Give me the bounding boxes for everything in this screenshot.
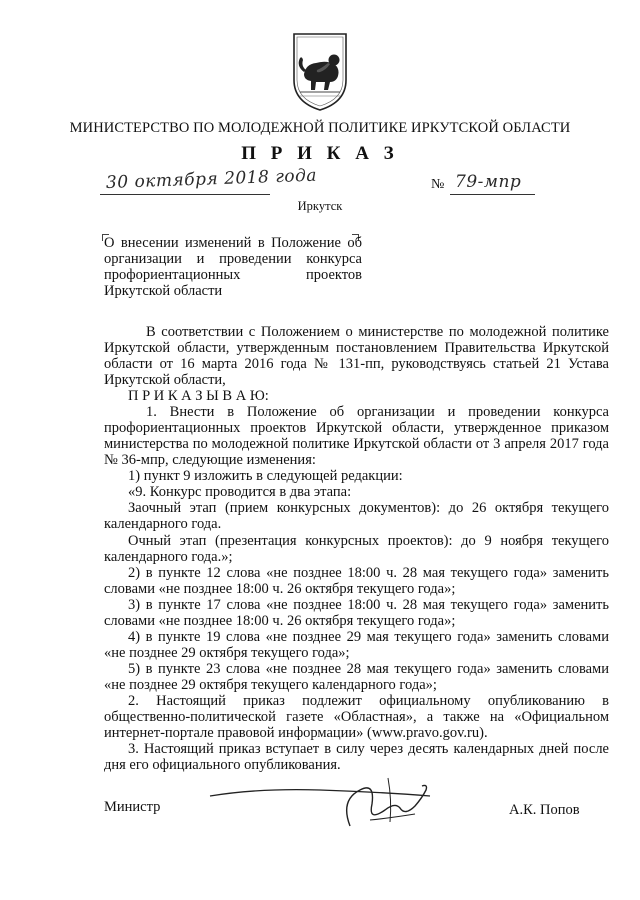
order-body	[104, 324, 609, 773]
order-date-handwritten: 30 октября 2018 года	[105, 165, 318, 193]
preamble-paragraph: В соответствии с Положением о министерстве по молодежной политике Иркутской области, утвержденным постановлением Правительства Иркутской области от 16 марта 2016 года № 131-пп, руководствуясь статьей 21 Устава Иркутской области,	[104, 324, 609, 388]
item-1-paragraph: 1. Внести в Положение об организации и проведении конкурса профориентационных проектов Иркутской области, утвержденное приказом министерства по молодежной политике Иркутской области от 3 апреля 2017 года № 36-мпр, следующие изменения:	[104, 404, 609, 468]
decree-word: П Р И К А З Ы В А Ю:	[128, 388, 269, 404]
document-type-title: П Р И К А З	[241, 143, 399, 164]
order-number-handwritten: 79-мпр	[455, 172, 522, 192]
subitem-1: 1) пункт 9 изложить в следующей редакции:	[128, 468, 403, 484]
date-underline	[100, 194, 270, 195]
stage-1-text: Заочный этап (прием конкурсных документов): до 26 октября текущего календарного года.	[104, 500, 609, 532]
item-2-paragraph: 2. Настоящий приказ подлежит официальному опубликованию в общественно-политической газете «Областная», а также на «Официальном интернет-портале правовой информации» (www.pravo.gov.ru).	[104, 693, 609, 741]
subitem-5: 5) в пункте 23 слова «не позднее 28 мая текущего года» заменить словами «не позднее 29 октября текущего календарного года»;	[104, 661, 609, 693]
subitem-4: 4) в пункте 19 слова «не позднее 29 мая текущего года» заменить словами «не позднее 29 октября текущего года»;	[104, 629, 609, 661]
subitem-3: 3) в пункте 17 слова «не позднее 18:00 ч. 28 мая текущего года» заменить словами «не позднее 18:00 ч. 26 октября текущего года»;	[104, 597, 609, 629]
stage-2-text: Очный этап (презентация конкурсных проектов): до 9 ноября текущего календарного года.»;	[104, 533, 609, 565]
signatory-name: А.К. Попов	[509, 802, 580, 818]
number-sign: №	[431, 177, 445, 192]
subject-line: О внесении изменений в Положение об	[104, 235, 362, 251]
order-subject	[104, 235, 362, 299]
subject-line: Иркутской области	[104, 283, 223, 299]
city-name: Иркутск	[297, 199, 343, 213]
subitem-2: 2) в пункте 12 слова «не позднее 18:00 ч. 28 мая текущего года» заменить словами «не позднее 18:00 ч. 26 октября текущего года»;	[104, 565, 609, 597]
subject-line: профориентационных проектов	[104, 267, 362, 283]
subject-line: организации и проведении конкурса	[104, 251, 362, 267]
signatory-position: Министр	[104, 799, 161, 815]
ministry-name: МИНИСТЕРСТВО ПО МОЛОДЕЖНОЙ ПОЛИТИКЕ ИРКУТСКОЙ ОБЛАСТИ	[69, 120, 571, 136]
number-underline	[450, 194, 535, 195]
coat-of-arms-icon	[290, 30, 350, 112]
handwritten-signature-icon	[200, 760, 450, 840]
item-3-paragraph: 3. Настоящий приказ вступает в силу через десять календарных дней после дня его официального опубликования.	[104, 741, 609, 773]
quote-start: «9. Конкурс проводится в два этапа:	[128, 484, 352, 500]
